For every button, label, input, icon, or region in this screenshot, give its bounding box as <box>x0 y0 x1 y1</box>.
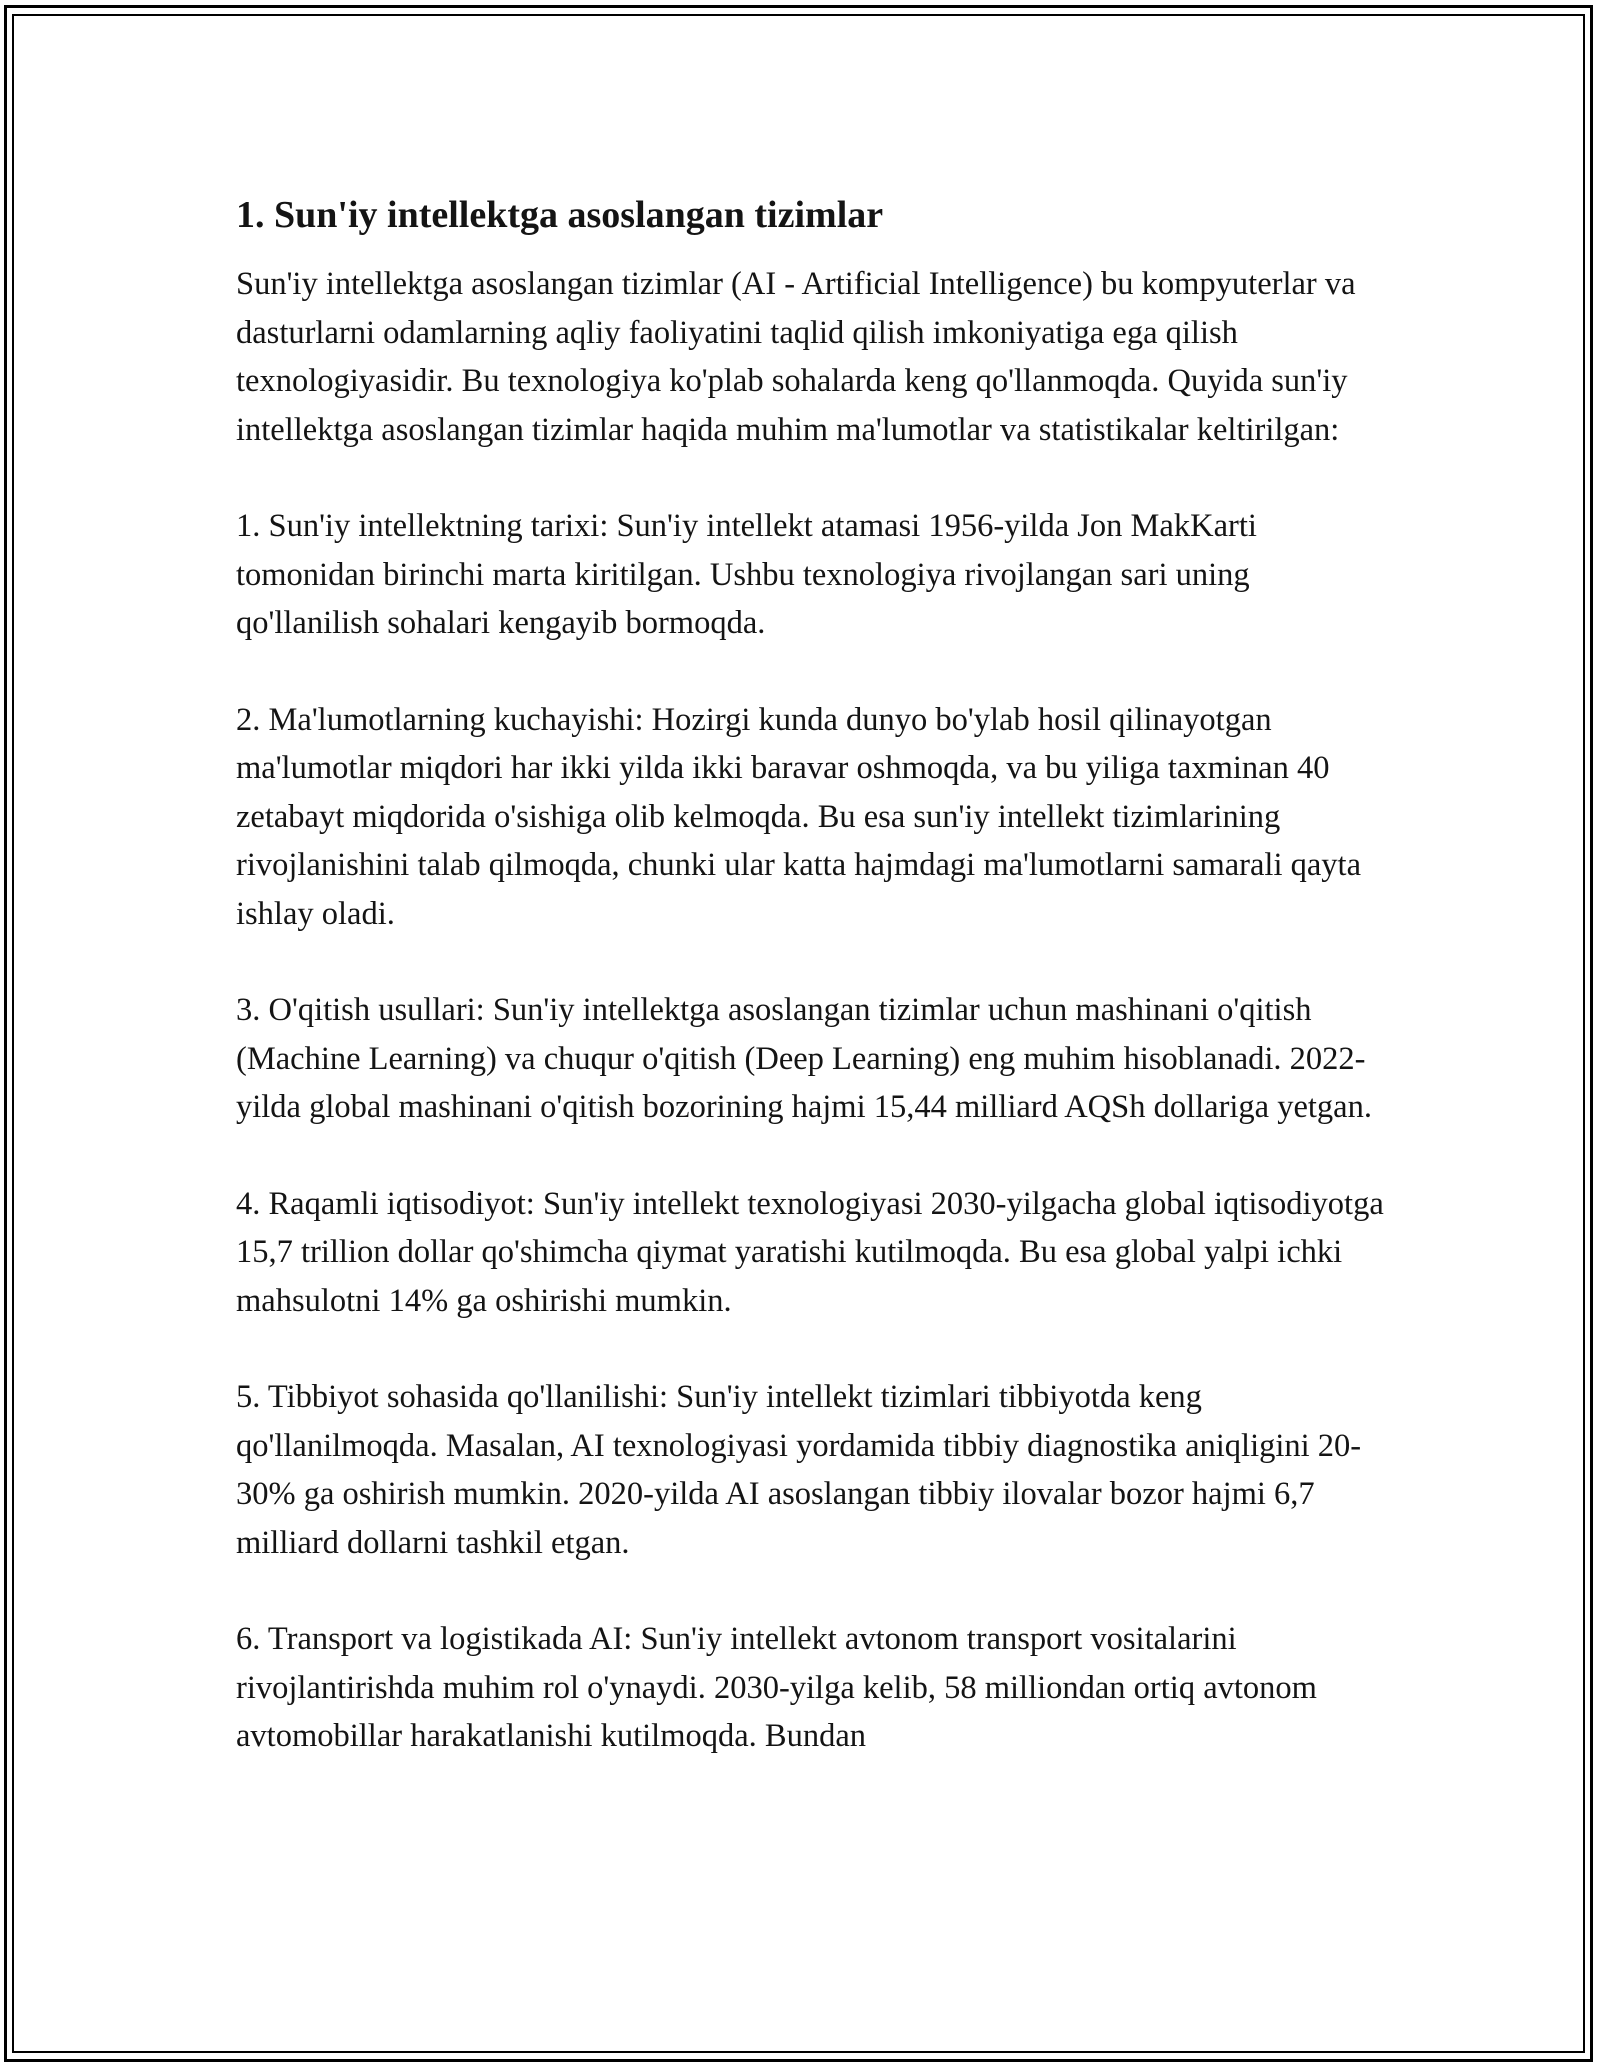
paragraph-training-methods: 3. O'qitish usullari: Sun'iy intellektga asoslangan tizimlar uchun mashinani o'qitish (Machine Learning) va chuqur o'qitish (Deep Learning) eng muhim hisoblanadi. 2022-yilda global mashinani o'qitish bozorining hajmi 15,44 milliard AQSh dollariga yetgan. <box>236 992 1372 1125</box>
paragraph-transport: 6. Transport va logistikada AI: Sun'iy intellekt avtonom transport vositalarini rivojlantirishda muhim rol o'ynaydi. 2030-yilga kelib, 58 milliondan ortiq avtonom avtomobillar harakatlanishi kutilmoqda. Bundan <box>236 1621 1317 1754</box>
paragraph-digital-economy: 4. Raqamli iqtisodiyot: Sun'iy intellekt texnologiyasi 2030-yilgacha global iqtisodiyotga 15,7 trillion dollar qo'shimcha qiymat yaratishi kutilmoqda. Bu esa global yalpi ichki mahsulotni 14% ga oshirishi mumkin. <box>236 1185 1384 1319</box>
paragraph-history: 1. Sun'iy intellektning tarixi: Sun'iy intellekt atamasi 1956-yilda Jon MakKarti tomonidan birinchi marta kiritilgan. Ushbu texnologiya rivojlangan sari uning qo'llanilish sohalari kengayib bormoqda. <box>236 508 1257 641</box>
document-title: 1. Sun'iy intellektga asoslangan tizimlar <box>236 194 884 236</box>
paragraph-medicine: 5. Tibbiyot sohasida qo'llanilishi: Sun'iy intellekt tizimlari tibbiyotda keng qo'llanilmoqda. Masalan, AI texnologiyasi yordamida tibbiy diagnostika aniqligini 20-30% ga oshirish mumkin. 2020-yilda AI asoslangan tibbiy ilovalar bozor hajmi 6,7 milliard dollarni tashkil etgan. <box>236 1379 1362 1561</box>
intro-paragraph: Sun'iy intellektga asoslangan tizimlar (AI - Artificial Intelligence) bu kompyuterlar va dasturlarni odamlarning aqliy faoliyatini taqlid qilish imkoniyatiga ega qilish texnologiyasidir. Bu texnologiya ko'plab sohalarda keng qo'llanmoqda. Quyida sun'iy intellektga asoslangan tizimlar haqida muhim ma'lumotlar va statistikalar keltirilgan: <box>236 266 1356 448</box>
paragraph-data-growth: 2. Ma'lumotlarning kuchayishi: Hozirgi kunda dunyo bo'ylab hosil qilinayotgan ma'lumotlar miqdori har ikki yilda ikki baravar oshmoqda, va bu yiliga taxminan 40 zetabayt miqdorida o'sishiga olib kelmoqda. Bu esa sun'iy intellekt tizimlarining rivojlanishini talab qilmoqda, chunki ular katta hajmdagi ma'lumotlarni samarali qayta ishlay oladi. <box>236 701 1361 932</box>
document-body <box>236 190 1386 1809</box>
